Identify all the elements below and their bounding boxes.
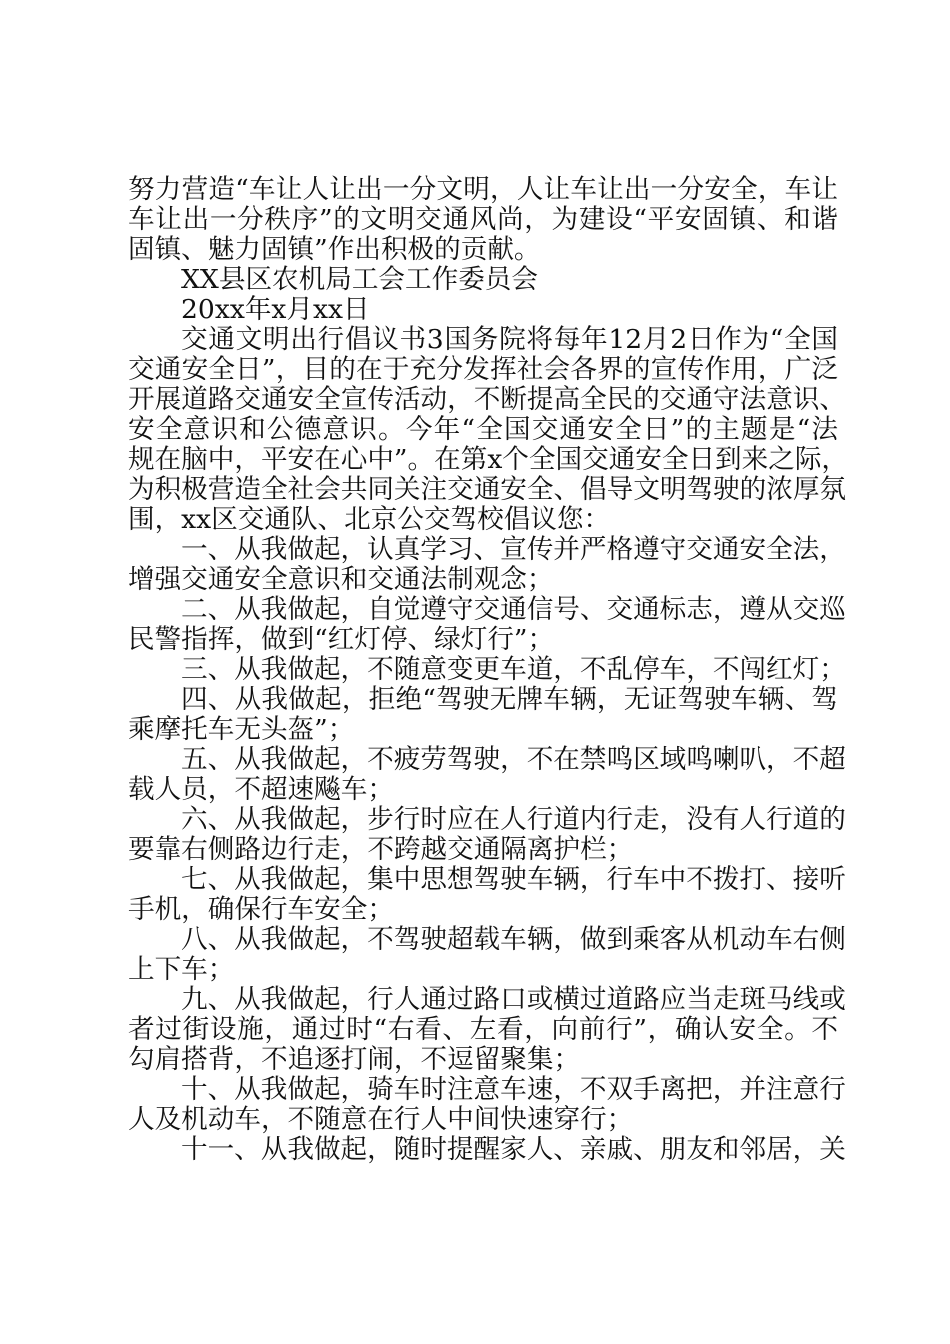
document-line: 规在脑中，平安在心中”。在第x个全国交通安全日到来之际， xyxy=(128,444,849,475)
document-line: 人及机动车，不随意在行人中间快速穿行； xyxy=(128,1104,634,1135)
document-line: 增强交通安全意识和交通法制观念； xyxy=(128,564,554,595)
document-line: 车让出一分秩序”的文明交通风尚，为建设“平安固镇、和谐 xyxy=(128,204,838,235)
document-line: 十、从我做起，骑车时注意车速，不双手离把，并注意行 xyxy=(181,1074,846,1105)
document-line: 六、从我做起，步行时应在人行道内行走，没有人行道的 xyxy=(181,804,846,835)
document-line: 努力营造“车让人让出一分文明，人让车让出一分安全，车让 xyxy=(128,174,838,205)
document-line: 固镇、魅力固镇”作出积极的贡献。 xyxy=(128,234,541,265)
document-line: 要靠右侧路边行走，不跨越交通隔离护栏； xyxy=(128,834,634,865)
document-line: 九、从我做起，行人通过路口或横过道路应当走斑马线或 xyxy=(181,984,846,1015)
document-line: 四、从我做起，拒绝“驾驶无牌车辆，无证驾驶车辆、驾 xyxy=(181,684,838,715)
document-line: 交通文明出行倡议书3国务院将每年12月2日作为“全国 xyxy=(181,324,838,355)
document-line: 上下车； xyxy=(128,954,235,985)
document-line: 围，xx区交通队、北京公交驾校倡议您： xyxy=(128,504,611,535)
document-line: 十一、从我做起，随时提醒家人、亲戚、朋友和邻居，关 xyxy=(181,1134,846,1165)
document-line: 20xx年x月xx日 xyxy=(181,294,370,325)
document-line: 二、从我做起，自觉遵守交通信号、交通标志，遵从交巡 xyxy=(181,594,846,625)
document-line: 一、从我做起，认真学习、宣传并严格遵守交通安全法， xyxy=(181,534,846,565)
document-line: 手机，确保行车安全； xyxy=(128,894,394,925)
document-line: 者过街设施，通过时“右看、左看，向前行”，确认安全。不 xyxy=(128,1014,838,1045)
document-line: 交通安全日”，目的在于充分发挥社会各界的宣传作用，广泛 xyxy=(128,354,838,385)
document-line: 八、从我做起，不驾驶超载车辆，做到乘客从机动车右侧 xyxy=(181,924,846,955)
document-line: 七、从我做起，集中思想驾驶车辆，行车中不拨打、接听 xyxy=(181,864,846,895)
document-line: 载人员，不超速飚车； xyxy=(128,774,394,805)
document-line: 开展道路交通安全宣传活动，不断提高全民的交通守法意识、 xyxy=(128,384,847,415)
document-line: XX县区农机局工会工作委员会 xyxy=(181,264,538,295)
document-body xyxy=(128,174,849,1165)
document-line: 三、从我做起，不随意变更车道，不乱停车，不闯红灯； xyxy=(181,654,846,685)
document-line: 为积极营造全社会共同关注交通安全、倡导文明驾驶的浓厚氛 xyxy=(128,474,847,505)
document-line: 乘摩托车无头盔”； xyxy=(128,714,355,745)
document-line: 民警指挥，做到“红灯停、绿灯行”； xyxy=(128,624,555,655)
document-line: 五、从我做起，不疲劳驾驶，不在禁鸣区域鸣喇叭，不超 xyxy=(181,744,846,775)
document-line: 勾肩搭背，不追逐打闹，不逗留聚集； xyxy=(128,1044,581,1075)
document-line: 安全意识和公德意识。今年“全国交通安全日”的主题是“法 xyxy=(128,414,838,445)
